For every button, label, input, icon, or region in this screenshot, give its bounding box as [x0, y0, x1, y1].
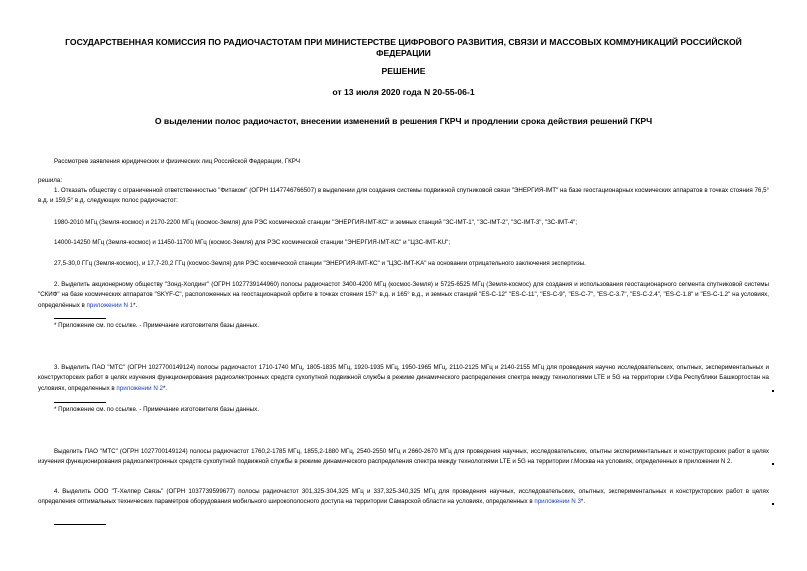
- item-4-paragraph: [38, 487, 769, 508]
- item-1-paragraph: 1. Отказать обществу с ограниченной ответственностью "Фитаком" (ОГРН 1147746766507) в выделении для создания системы подвижной спутниковой связи "ЭНЕРГИЯ-IMT" на базе геостационарных космических аппаратов в точках стояния 76,5° в.д. и 159,5° в.д. следующих полос радиочастот:: [38, 187, 769, 205]
- margin-marker: [772, 390, 774, 392]
- item-3-tail: *.: [162, 384, 168, 392]
- footnote-divider: [54, 524, 106, 525]
- band-list-item: 1980-2010 МГц (Земля-космос) и 2170-2200 МГц (космос-Земля) для РЭС космической станции "ЭНЕРГИЯ-IMT-КС" и земных станций "ЗС-IMT-1", "ЗС-IMT-2", "ЗС-IMT-3", "ЗС-IMT-4";: [54, 219, 578, 226]
- resolved-label: решила:: [38, 177, 63, 184]
- item-3-paragraph: [38, 363, 769, 394]
- item-2-text: 2. Выделить акционерному обществу "Зонд-Холдинг" (ОГРН 1027739144960) полосы радиочастот 3400-4200 МГц (космос-Земля) и 5725-6525 МГц (Земля-космос) для создания и использования геостационарного сегмента спутниковой системы "СКИФ" на базе космических аппаратов "SKYF-C", расположенных на геостационарной орбите в точках стояния 157° в.д. и 165° в.д., и земных станций "ES-C-12" "ES-C-11", "ES-C-9", "ES-C-7", "ES-C-3.7", "ES-C-2.4", "ES-C-1.8" и "ES-C-1.2" на условиях, определённых в: [38, 281, 769, 309]
- intro-paragraph: Рассмотрев заявления юридических и физических лиц Российской Федерации, ГКРЧ: [54, 158, 300, 165]
- document-date-number: от 13 июля 2020 года N 20-55-06-1: [332, 87, 475, 97]
- footnote-divider: [54, 402, 106, 403]
- document-title: О выделении полос радиочастот, внесении изменений в решения ГКРЧ и продлении срока действия решений ГКРЧ: [154, 116, 653, 126]
- appendix-1-link[interactable]: приложении N 1: [86, 301, 134, 309]
- band-list-item: 14000-14250 МГц (Земля-космос) и 11450-11700 МГц (космос-Земля) для РЭС космической станции "ЭНЕРГИЯ-IMT-КС" и "ЦЗС-IMT-KU";: [54, 239, 451, 246]
- item-4-text: 4. Выделить ООО "Т-Хелпер Связь" (ОГРН 1037739599677) полосы радиочастот 301,325-304,325 МГц и 337,325-340,325 МГц для проведения научных, исследовательских, опытных, экспериментальных и конструкторских работ в целях определения оптимальных технических параметров оборудования мобильного широкополосного доступа на территории Самарской области на условиях, определенных в: [38, 488, 769, 506]
- document-type: РЕШЕНИЕ: [381, 66, 426, 76]
- issuing-authority: ГОСУДАРСТВЕННАЯ КОМИССИЯ ПО РАДИОЧАСТОТАМ ПРИ МИНИСТЕРСТВЕ ЦИФРОВОГО РАЗВИТИЯ, СВЯЗИ И МАССОВЫХ КОММУНИКАЦИЙ РОССИЙСКОЙ ФЕДЕРАЦИИ: [65, 37, 742, 58]
- margin-marker: [772, 463, 774, 465]
- footnote-divider: [54, 318, 106, 319]
- appendix-2-link[interactable]: приложении N 2: [116, 384, 163, 392]
- item-3-text: 3. Выделить ПАО "МТС" (ОГРН 1027700149124) полосы радиочастот 1710-1740 МГц, 1805-1835 МГц, 1920-1935 МГц, 1950-1965 МГц, 2110-2125 МГц и 2140-2155 МГц для проведения научно исследовательских, опытных, экспериментальных и конструкторских работ в целях изучения функционирования радиоэлектронных средств сухопутной подвижной службы в режиме динамического распределения спектра между технологиями LTE и 5G на территории г.Уфа Республики Башкортостан на условиях, определенных в: [38, 364, 769, 392]
- margin-marker: [772, 503, 774, 505]
- appendix-3-link[interactable]: приложении N 3: [534, 498, 581, 506]
- item-4-tail: *.: [580, 498, 586, 506]
- item-2-paragraph: [38, 280, 769, 311]
- footnote: * Приложение см. по ссылке. - Примечание изготовителя базы данных.: [54, 322, 259, 329]
- item-3b-paragraph: Выделить ПАО "МТС" (ОГРН 1027700149124) полосы радиочастот 1760,2-1785 МГц, 1855,2-1880 МГц, 2540-2550 МГц и 2660-2670 МГц для проведения научных, исследовательских, опытны экспериментальных и конструкторских работ в целях изучения функционирования радиоэлектронных средств сухопутной подвижной службы в режиме динамического распределения спектра между технологиями LTE и 5G на территории г.Москва на условиях, определенных в приложении N 2.: [38, 448, 769, 466]
- footnote: * Приложение см. по ссылке. - Примечание изготовителя базы данных.: [54, 406, 259, 413]
- item-2-tail: *.: [133, 301, 138, 309]
- band-list-item: 27,5-30,0 ГГц (Земля-космос), и 17,7-20,2 ГГц (космос-Земля) для РЭС космической станции "ЭНЕРГИЯ-IMT-КС" и "ЦЗС-IMT-KA" на основании отрицательного заключения экспертизы.: [54, 260, 586, 267]
